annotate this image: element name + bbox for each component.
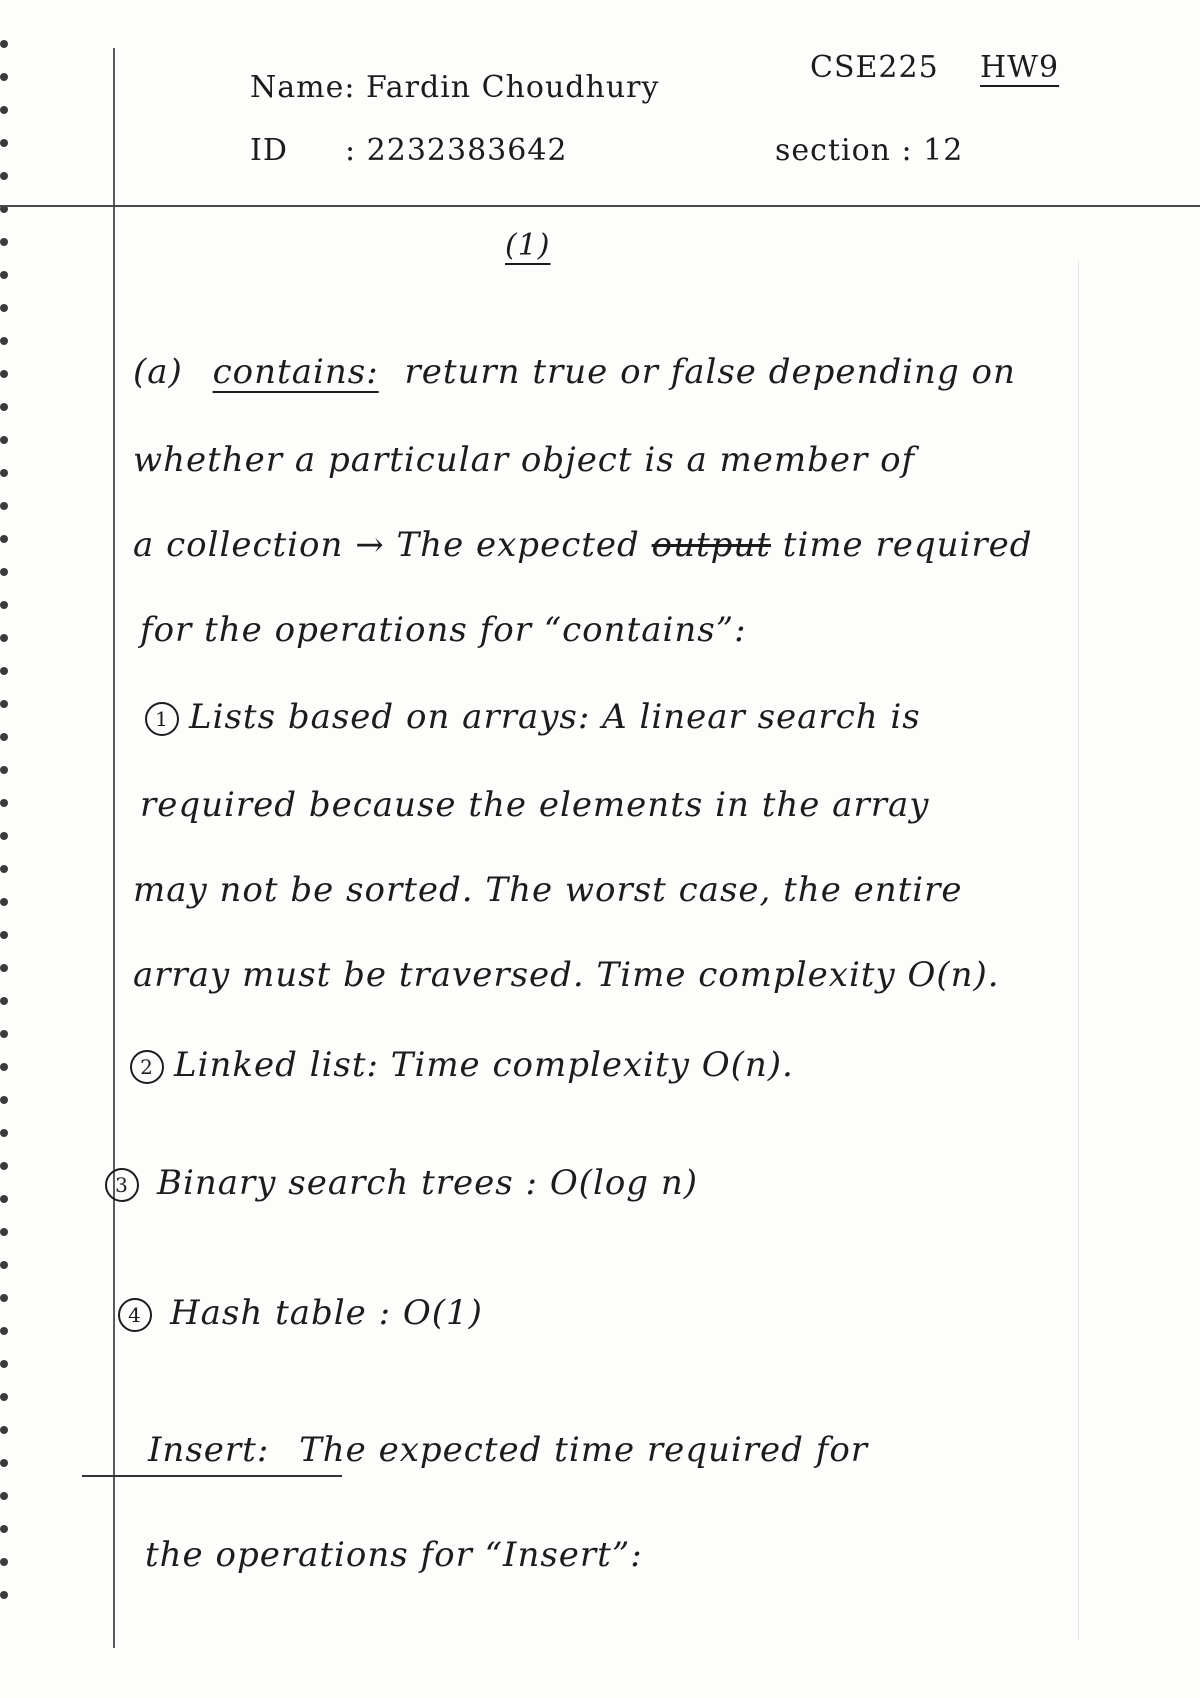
binder-hole (0, 964, 8, 972)
binder-hole (0, 634, 8, 642)
binder-hole (0, 568, 8, 576)
binder-hole (0, 403, 8, 411)
item-1 (145, 697, 921, 737)
binder-hole (0, 1393, 8, 1401)
course-code: CSE225 (810, 50, 939, 85)
id-label: ID (250, 133, 288, 168)
binder-hole (0, 139, 8, 147)
header-rule (0, 205, 1200, 207)
binder-hole (0, 865, 8, 873)
binder-hole (0, 700, 8, 708)
insert-underline (82, 1475, 342, 1477)
binder-hole (0, 436, 8, 444)
binder-hole (0, 1063, 8, 1071)
binder-holes (0, 40, 14, 1660)
item-4-text: Hash table : O(1) (170, 1293, 483, 1333)
line-3-pre: a collection → The expected (133, 525, 640, 565)
line-3-post: time required (782, 525, 1033, 565)
binder-hole (0, 1360, 8, 1368)
item-number-3: 3 (105, 1168, 139, 1202)
item-4 (118, 1293, 483, 1333)
binder-hole (0, 898, 8, 906)
binder-hole (0, 370, 8, 378)
binder-hole (0, 1228, 8, 1236)
binder-hole (0, 535, 8, 543)
binder-hole (0, 238, 8, 246)
binder-hole (0, 1129, 8, 1137)
binder-hole (0, 1162, 8, 1170)
item-number-4: 4 (118, 1298, 152, 1332)
margin-line (113, 48, 115, 1648)
struck-word: output (651, 525, 771, 565)
item-3-text: Binary search trees : O(log n) (157, 1163, 699, 1203)
contains-heading: contains: (212, 352, 379, 392)
binder-hole (0, 40, 8, 48)
line-1-text: return true or false depending on (404, 352, 1016, 392)
binder-hole (0, 73, 8, 81)
binder-hole (0, 1426, 8, 1434)
binder-hole (0, 271, 8, 279)
part-marker: (a) (133, 352, 183, 392)
homework-label: HW9 (980, 50, 1060, 85)
line-3 (133, 525, 1033, 565)
binder-hole (0, 337, 8, 345)
binder-hole (0, 172, 8, 180)
binder-hole (0, 1195, 8, 1203)
binder-hole (0, 1030, 8, 1038)
binder-hole (0, 1558, 8, 1566)
binder-hole (0, 1591, 8, 1599)
binder-hole (0, 1525, 8, 1533)
line-2: whether a particular object is a member of (133, 440, 916, 480)
insert-text: The expected time required for (299, 1430, 869, 1470)
question-number: (1) (505, 228, 551, 263)
binder-hole (0, 733, 8, 741)
line-insert (148, 1430, 868, 1470)
line-8: array must be traversed. Time complexity O(n). (133, 955, 1000, 995)
item-1-text: Lists based on arrays: A linear search is (189, 697, 921, 737)
insert-heading: Insert: (148, 1430, 270, 1470)
binder-hole (0, 931, 8, 939)
line-1 (133, 352, 1016, 392)
line-7: may not be sorted. The worst case, the entire (133, 870, 963, 910)
item-3 (105, 1163, 698, 1203)
binder-hole (0, 1492, 8, 1500)
binder-hole (0, 1459, 8, 1467)
binder-hole (0, 106, 8, 114)
line-4: for the operations for “contains”: (140, 610, 747, 650)
binder-hole (0, 1327, 8, 1335)
binder-hole (0, 1096, 8, 1104)
binder-hole (0, 1294, 8, 1302)
student-name: Name: Fardin Choudhury (250, 70, 660, 105)
binder-hole (0, 997, 8, 1005)
page-edge-line (1078, 260, 1079, 1640)
line-13: the operations for “Insert”: (145, 1535, 643, 1575)
binder-hole (0, 469, 8, 477)
item-2 (130, 1045, 794, 1085)
binder-hole (0, 1261, 8, 1269)
item-number-2: 2 (130, 1050, 164, 1084)
binder-hole (0, 766, 8, 774)
binder-hole (0, 601, 8, 609)
binder-hole (0, 799, 8, 807)
item-2-text: Linked list: Time complexity O(n). (174, 1045, 794, 1085)
binder-hole (0, 667, 8, 675)
section-label: section : 12 (775, 133, 964, 168)
id-value: : 2232383642 (345, 133, 568, 168)
line-6: required because the elements in the array (140, 785, 930, 825)
binder-hole (0, 502, 8, 510)
item-number-1: 1 (145, 702, 179, 736)
binder-hole (0, 304, 8, 312)
binder-hole (0, 832, 8, 840)
